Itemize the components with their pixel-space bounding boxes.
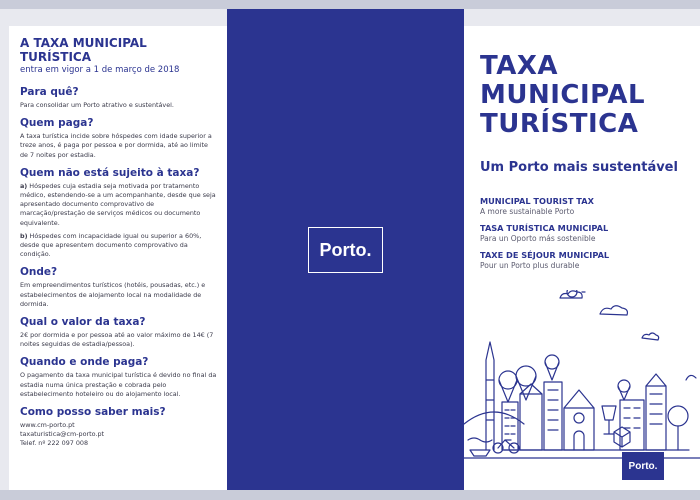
section-isencoes — [20, 167, 217, 260]
section-valor — [20, 316, 217, 349]
translation-subtitle: A more sustainable Porto — [480, 207, 575, 216]
translation-title: MUNICIPAL TOURIST TAX — [480, 196, 594, 206]
contact-phone: Telef. nº 222 097 008 — [20, 439, 89, 448]
section-heading: Quem paga? — [20, 117, 94, 130]
translation-title: TASA TURÍSTICA MUNICIPAL — [480, 223, 609, 233]
exemption-a-label: a) — [20, 181, 28, 190]
translation-es — [480, 223, 608, 244]
cover-title-line: TAXA — [480, 51, 559, 81]
porto-logo-small: Porto. — [622, 452, 664, 480]
section-text: Para consolidar um Porto atrativo e sustentável. — [20, 101, 174, 109]
left-info-panel — [9, 26, 227, 490]
middle-blue-panel — [227, 9, 464, 490]
bottom-background-strip — [0, 490, 700, 500]
section-heading: Qual o valor da taxa? — [20, 316, 146, 329]
left-title: A TAXA MUNICIPAL TURÍSTICA — [20, 36, 147, 64]
section-text: 2€ por dormida e por pessoa até ao valor máximo de 14€ (7 noites seguidas de estadia/pessoa). — [20, 331, 214, 349]
translation-en — [480, 196, 594, 217]
exemption-a — [20, 182, 217, 228]
exemption-b — [20, 232, 217, 260]
contact-website[interactable]: www.cm-porto.pt — [20, 421, 75, 430]
translation-subtitle: Para un Oporto más sostenible — [480, 234, 596, 243]
translation-title: TAXE DE SÉJOUR MUNICIPAL — [480, 250, 610, 260]
sun-cloud-icon — [560, 290, 585, 298]
section-quem-paga — [20, 117, 217, 160]
right-cover-panel — [464, 26, 700, 490]
section-onde — [20, 266, 217, 309]
section-contactos — [20, 406, 217, 449]
translation-fr — [480, 250, 609, 271]
cover-title — [480, 52, 645, 139]
section-heading: Quando e onde paga? — [20, 356, 149, 369]
section-heading: Para quê? — [20, 86, 79, 98]
section-text: Em empreendimentos turísticos (hotéis, pousadas, etc.) e estabelecimentos de alojamento local na modalidade de dormida. — [20, 281, 206, 308]
exemption-b-text: Hóspedes com incapacidade igual ou superior a 60%, desde que apresentem documento comprovativo da condição. — [20, 231, 202, 259]
contact-email[interactable]: taxaturistica@cm-porto.pt — [20, 430, 105, 439]
cover-slogan: Um Porto mais sustentável — [480, 160, 678, 175]
translation-subtitle: Pour un Porto plus durable — [480, 261, 580, 270]
top-background-strip — [0, 0, 700, 9]
cover-title-line: TURÍSTICA — [480, 109, 639, 139]
section-heading: Como posso saber mais? — [20, 406, 166, 419]
porto-skyline-illustration — [464, 290, 700, 460]
section-heading: Onde? — [20, 266, 58, 279]
left-subtitle: entra em vigor a 1 de março de 2018 — [20, 65, 180, 75]
exemption-b-label: b) — [20, 231, 28, 240]
section-quando — [20, 356, 217, 399]
porto-logo: Porto. — [308, 227, 383, 273]
exemption-a-text: Hóspedes cuja estadia seja motivada por tratamento médico, estendendo-se a um acompanhante, desde que seja apresentado documento comprovativo de marcação/prestação de serviços médicos ou documento equivalente. — [20, 181, 216, 227]
section-heading: Quem não está sujeito à taxa? — [20, 166, 200, 179]
cover-title-line: MUNICIPAL — [480, 80, 646, 110]
section-text: A taxa turística incide sobre hóspedes com idade superior a treze anos, é paga por pessoa e por dormida, até ao limite de 7 noites por estadia. — [20, 132, 212, 159]
section-para-que — [20, 86, 217, 110]
section-text: O pagamento da taxa municipal turística é devido no final da estadia numa única prestação e cobrada pelo estabelecimento hoteleiro ou do alojamento local. — [20, 371, 217, 398]
